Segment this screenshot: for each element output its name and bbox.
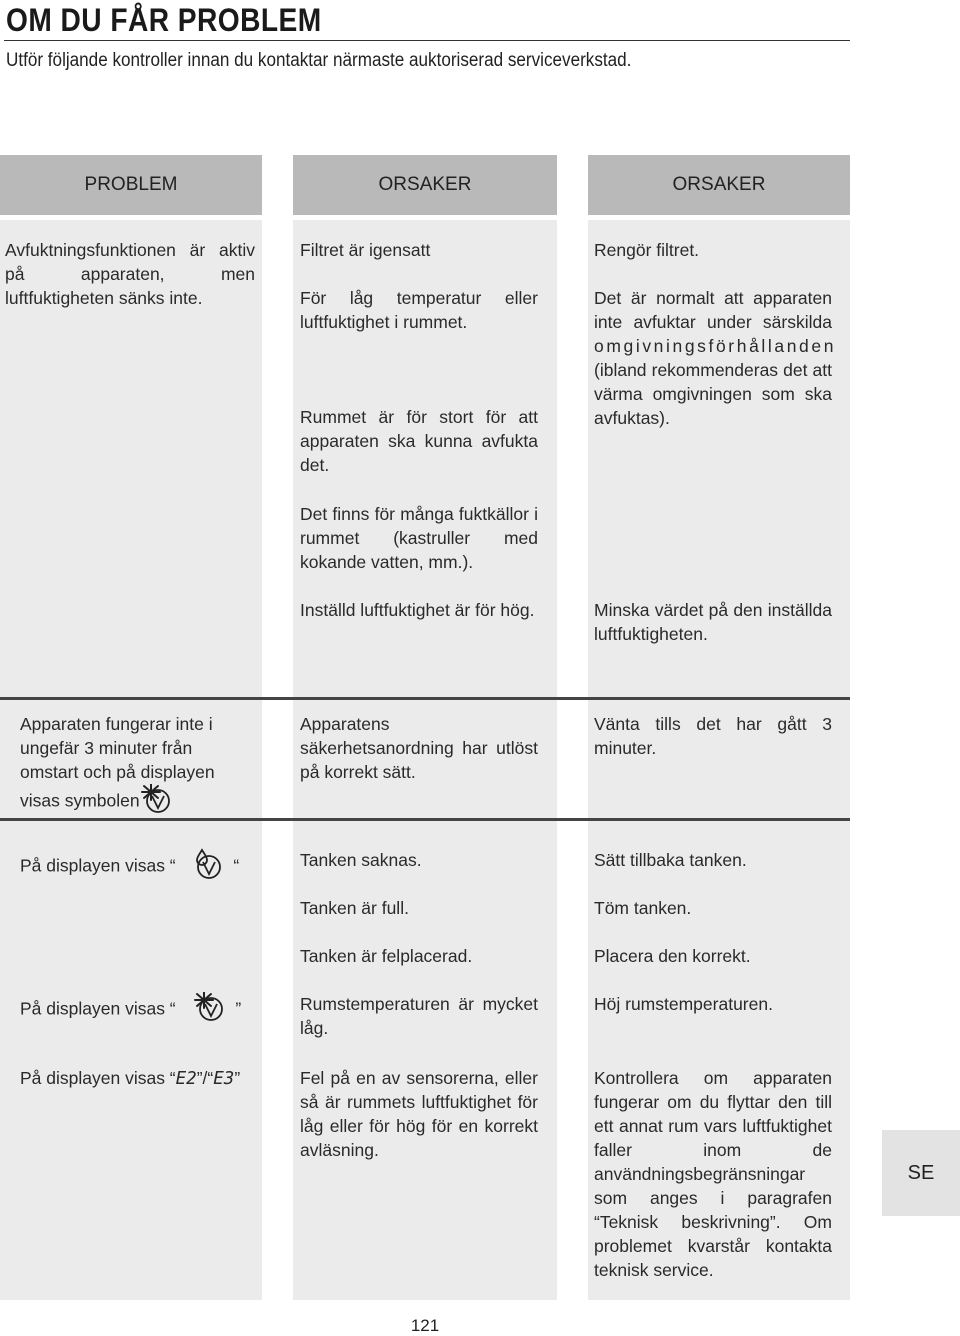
remedy-text: Vänta tills det har gått 3 minuter.: [594, 714, 832, 758]
problem-text: Avfuktningsfunktionen är aktiv på apparaten, men luftfuktigheten sänks inte.: [5, 240, 255, 308]
cause-text: Tanken är felplacerad.: [300, 946, 473, 966]
remedy-text: Rengör filtret.: [594, 240, 700, 260]
problem-text-part: “: [233, 855, 240, 876]
remedy-text: [594, 286, 837, 430]
defrost-star-icon: [140, 784, 172, 820]
cause-text: Rumstemperaturen är mycket låg.: [300, 994, 538, 1038]
cause-text: Tanken är full.: [300, 898, 409, 918]
problem-text: [20, 712, 252, 820]
error-code-e3: E3: [213, 1069, 235, 1089]
cause-text: Det finns för många fuktkällor i rummet (kastruller med kokande vatten, mm.).: [300, 504, 538, 572]
header-problem: PROBLEM: [0, 155, 262, 215]
cause-text: Fel på en av sensorerna, eller så är rummets luftfuktighet för låg eller för hög för en korrekt avläsning.: [300, 1068, 538, 1160]
problem-text-part: ”: [235, 998, 242, 1019]
cause-text: För låg temperatur eller luftfuktighet i rummet.: [300, 288, 538, 332]
defrost-star-icon: [193, 992, 225, 1028]
page-number: 121: [410, 1316, 440, 1335]
section-divider: [0, 697, 850, 700]
section-divider: [0, 818, 850, 821]
cause-text: Filtret är igensatt: [300, 240, 431, 260]
cause-text: Tanken saknas.: [300, 850, 422, 870]
problem-text-part: ”: [234, 1068, 241, 1088]
cause-text: Apparatens säkerhetsanordning har utlöst på korrekt sätt.: [300, 714, 538, 782]
header-remedies: ORSAKER: [588, 155, 850, 215]
remedy-text: Minska värdet på den inställda luftfuktigheten.: [594, 600, 832, 644]
remedy-text: Placera den korrekt.: [594, 946, 751, 966]
page-title: OM DU FÅR PROBLEM: [6, 2, 322, 38]
problem-text: [20, 1066, 260, 1091]
error-code-e2: E2: [175, 1069, 197, 1089]
problem-text: [20, 848, 260, 886]
problem-text-part: På displayen visas “: [20, 1068, 176, 1088]
header-causes: ORSAKER: [293, 155, 557, 215]
remedy-text: Töm tanken.: [594, 898, 692, 918]
tank-drop-icon: [193, 848, 223, 886]
cause-text: Inställd luftfuktighet är för hög.: [300, 600, 535, 620]
remedy-text: Höj rumstemperaturen.: [594, 994, 773, 1014]
problem-text-part: Apparaten fungerar inte i ungefär 3 minuter från omstart och på displayen visas symbolen: [20, 714, 215, 811]
problem-text-part: ”/“: [196, 1068, 214, 1088]
language-tab: SE: [882, 1130, 960, 1216]
remedy-text-part: (ibland rekommenderas det att värma omgivningen som ska avfuktas).: [594, 360, 832, 428]
problem-text-part: På displayen visas “: [20, 998, 176, 1019]
remedy-text: Kontrollera om apparaten fungerar om du flyttar den till ett annat rum vars luftfuktighet faller inom de användningsbegränsningar som anges i paragrafen “Teknisk beskrivning”. Om problemet kvarstår kontakta teknisk service.: [594, 1068, 832, 1280]
remedy-text: Sätt tillbaka tanken.: [594, 850, 747, 870]
page-subtitle: Utför följande kontroller innan du kontaktar närmaste auktoriserad serviceverkstad.: [6, 50, 632, 71]
remedy-text-part: Det är normalt att apparaten inte avfuktar under särskilda: [594, 288, 832, 332]
title-divider: [4, 40, 850, 41]
problem-text-part: På displayen visas “: [20, 855, 176, 876]
remedy-text-part: omgivningsförhållanden: [594, 336, 837, 356]
cause-text: Rummet är för stort för att apparaten ska kunna avfukta det.: [300, 407, 538, 475]
problem-text: [20, 992, 260, 1028]
